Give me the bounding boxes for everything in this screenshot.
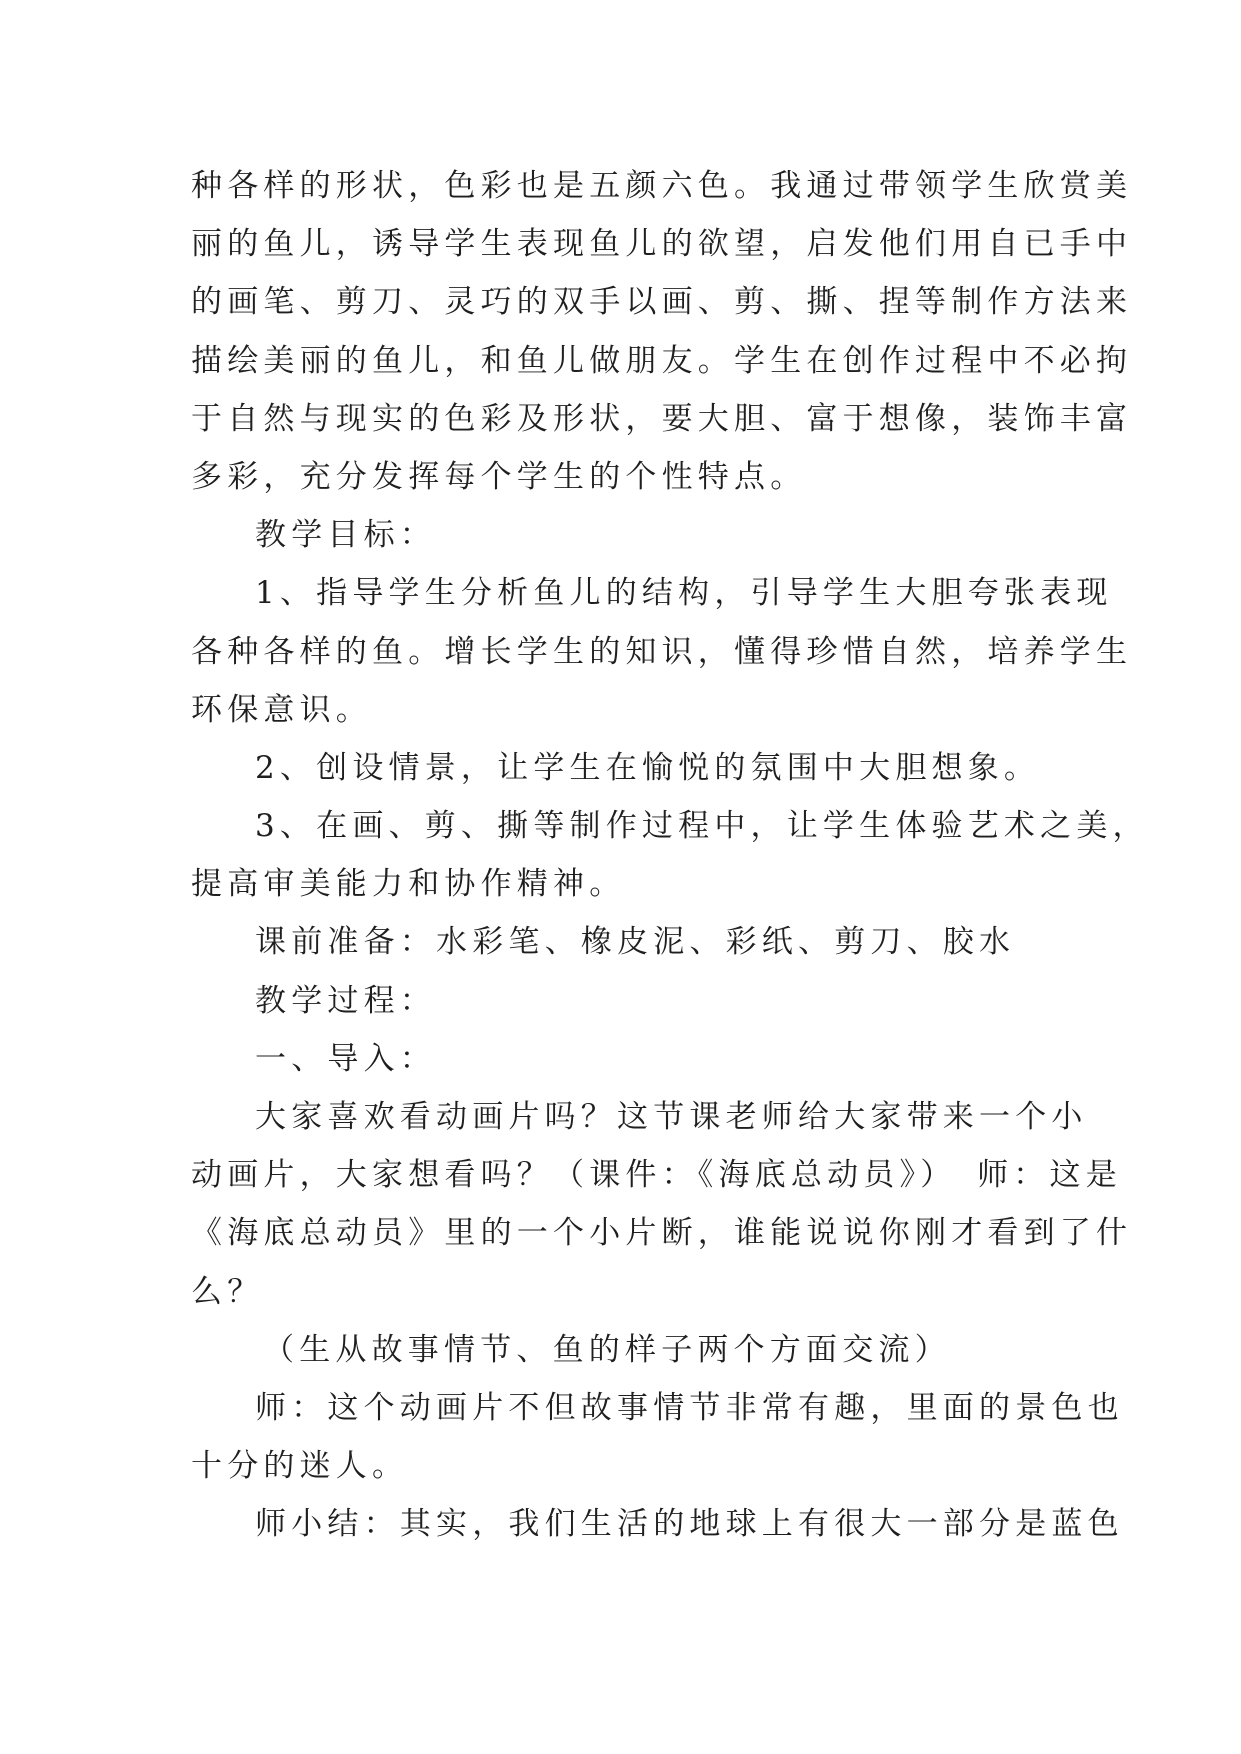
goal-item-2: 2、创设情景，让学生在愉悦的氛围中大胆想象。	[255, 749, 1041, 786]
goal-item-1: 1、指导学生分析鱼儿的结构，引导学生大胆夸张表现	[255, 575, 1113, 612]
text-line: 十分的迷人。	[191, 1448, 409, 1485]
text-line: 提高审美能力和协作精神。	[191, 866, 626, 903]
text-line: 的画笔、剪刀、灵巧的双手以画、剪、撕、捏等制作方法来	[191, 284, 1133, 321]
text-line: 丽的鱼儿，诱导学生表现鱼儿的欲望，启发他们用自已手中	[191, 226, 1133, 263]
text-line: 师小结：其实，我们生活的地球上有很大一部分是蓝色	[255, 1506, 1124, 1543]
text-line: 《海底总动员》里的一个小片断，谁能说说你刚才看到了什	[191, 1215, 1133, 1252]
student-activity-note: （生从故事情节、鱼的样子两个方面交流）	[263, 1331, 951, 1368]
preparation-line: 课前准备：水彩笔、橡皮泥、彩纸、剪刀、胶水	[255, 924, 1016, 961]
section-heading-introduction: 一、导入：	[255, 1040, 436, 1077]
text-line: 描绘美丽的鱼儿，和鱼儿做朋友。学生在创作过程中不必拘	[191, 342, 1133, 379]
text-line: 于自然与现实的色彩及形状，要大胆、富于想像，装饰丰富	[191, 400, 1133, 437]
text-line: 么？	[191, 1273, 264, 1310]
text-line: 各种各样的鱼。增长学生的知识，懂得珍惜自然，培养学生	[191, 633, 1133, 670]
goal-item-3: 3、在画、剪、撕等制作过程中，让学生体验艺术之美，	[255, 808, 1149, 845]
text-line: 多彩，充分发挥每个学生的个性特点。	[191, 458, 807, 495]
text-line: 师：这个动画片不但故事情节非常有趣，里面的景色也	[255, 1389, 1124, 1426]
body-text	[191, 157, 1149, 1554]
text-line: 动画片，大家想看吗？（课件：《海底总动员》） 师：这是	[191, 1157, 1122, 1194]
text-line: 种各样的形状，色彩也是五颜六色。我通过带领学生欣赏美	[191, 168, 1133, 204]
text-line: 环保意识。	[191, 691, 372, 728]
section-heading-teaching-goals: 教学目标：	[255, 517, 436, 554]
text-line: 大家喜欢看动画片吗？这节课老师给大家带来一个小	[255, 1099, 1088, 1135]
section-heading-teaching-process: 教学过程：	[255, 982, 436, 1019]
